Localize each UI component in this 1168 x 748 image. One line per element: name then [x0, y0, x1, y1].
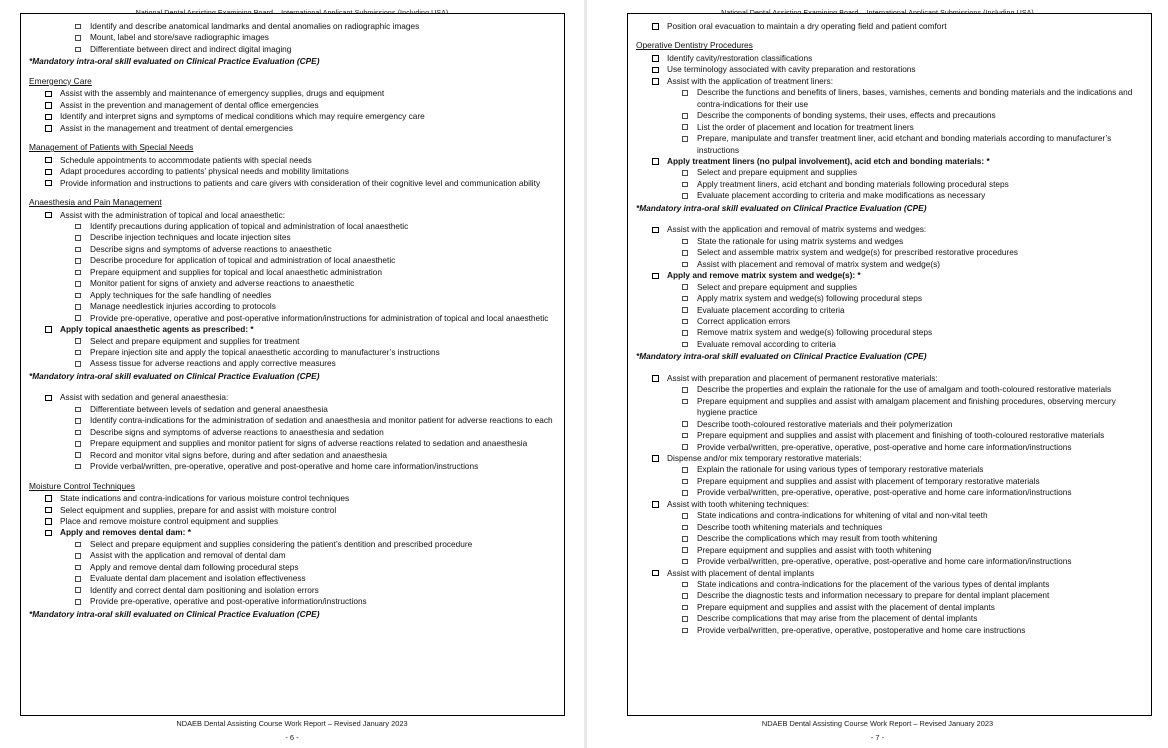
checklist-item[interactable] — [634, 613, 1145, 624]
checkbox-icon[interactable] — [682, 399, 688, 405]
checklist-item-label: Assist with the application and removal of dental dam — [90, 550, 286, 561]
checklist-item-label: Assist in the management and treatment of dental emergencies — [60, 122, 293, 133]
checkbox-icon[interactable] — [652, 570, 659, 576]
checklist-item[interactable] — [27, 392, 558, 403]
checklist-item[interactable] — [634, 384, 1145, 395]
checkbox-icon[interactable] — [75, 338, 81, 344]
checklist-item-label: Apply treatment liners, acid etchant and bonding materials following procedural steps — [697, 178, 1009, 189]
checklist-item-label: Provide verbal/written, pre-operative, operative, postoperative and home care instructions — [697, 624, 1026, 635]
checkbox-icon[interactable] — [682, 170, 688, 176]
checklist-item[interactable] — [634, 545, 1145, 556]
checklist-item-label: Provide pre-operative, operative and post-operative information/instructions — [90, 596, 367, 607]
checkbox-icon[interactable] — [682, 444, 688, 450]
checkbox-icon[interactable] — [75, 224, 81, 230]
checkbox-icon[interactable] — [75, 441, 81, 447]
checkbox-icon[interactable] — [652, 501, 659, 507]
checklist-item-label: Select and prepare equipment and supplies considering the patient’s dentition and prescribed procedure — [90, 538, 473, 549]
checkbox-icon[interactable] — [682, 319, 688, 325]
checkbox-icon[interactable] — [45, 125, 52, 131]
checklist-item[interactable] — [27, 313, 558, 324]
checkbox-icon[interactable] — [652, 158, 659, 164]
checklist-item[interactable] — [27, 267, 558, 278]
checklist-item-label: Differentiate between direct and indirect digital imaging — [90, 43, 292, 54]
checklist-item-label: Identify precautions during application of topical and administration of local anaesthetic — [90, 220, 409, 231]
checklist-item-label: Apply topical anaesthetic agents as prescribed: * — [60, 324, 254, 335]
checklist-item[interactable] — [27, 596, 558, 607]
checkbox-icon[interactable] — [682, 330, 688, 336]
checklist-item-label: Describe the properties and explain the rationale for the use of amalgam and tooth-coloured restorative materials — [697, 384, 1112, 395]
checklist-item-label: Assist with the application of treatment liners: — [667, 75, 834, 86]
spacer — [634, 363, 1145, 373]
checkbox-icon[interactable] — [682, 250, 688, 256]
checkbox-icon[interactable] — [682, 90, 688, 96]
checklist-item[interactable] — [27, 21, 558, 32]
checklist-item[interactable] — [27, 493, 558, 504]
checklist-item-label: Dispense and/or mix temporary restorative materials: — [667, 453, 862, 463]
checklist-item[interactable] — [634, 293, 1145, 304]
checklist-item[interactable] — [27, 123, 558, 134]
checklist-item-label: Select equipment and supplies, prepare for and assist with moisture control — [60, 504, 337, 515]
checklist-item[interactable] — [27, 301, 558, 312]
checklist-item[interactable] — [634, 510, 1145, 521]
checkbox-icon[interactable] — [682, 605, 688, 611]
checklist-item-label: Describe signs and symptoms of adverse reactions to anaesthesia and sedation — [90, 426, 384, 437]
checklist-item[interactable] — [634, 419, 1145, 430]
checklist-item[interactable] — [27, 550, 558, 561]
content-body-right — [628, 14, 1151, 640]
checklist-item[interactable] — [634, 590, 1145, 601]
content-frame-left — [20, 13, 565, 716]
checklist-item-label: Manage needlestick injuries according to protocols — [90, 301, 276, 312]
checklist-item[interactable] — [27, 166, 558, 177]
checklist-item[interactable] — [27, 221, 558, 232]
checkbox-icon[interactable] — [652, 67, 659, 73]
checklist-item[interactable] — [27, 44, 558, 55]
checklist-item-label: Provide verbal/written, pre-operative, operative and post-operative and home care information/instructions — [90, 461, 479, 472]
checklist-item-label: Prepare equipment and supplies for topical and local anaesthetic administration — [90, 266, 382, 277]
checkbox-icon[interactable] — [45, 169, 52, 175]
checklist-item[interactable] — [27, 255, 558, 266]
checklist-item[interactable] — [27, 32, 558, 43]
checklist-item-label: Provide verbal/written, pre-operative, operative, post-operative and home care information/instructions — [697, 441, 1072, 452]
checkbox-icon[interactable] — [682, 296, 688, 302]
checkbox-icon[interactable] — [75, 350, 81, 356]
checkbox-icon[interactable] — [682, 490, 688, 496]
checkbox-icon[interactable] — [75, 281, 81, 287]
checklist-item[interactable] — [27, 505, 558, 516]
checklist-item[interactable] — [634, 373, 1145, 384]
checklist-item[interactable] — [634, 625, 1145, 636]
checkbox-icon[interactable] — [75, 315, 81, 321]
checkbox-icon[interactable] — [75, 258, 81, 264]
page-7 — [584, 0, 1168, 748]
mandatory-note: *Mandatory intra-oral skill evaluated on Clinical Practice Evaluation (CPE) — [29, 370, 320, 381]
checklist-item[interactable] — [27, 155, 558, 166]
checklist-item-label: Assist in the prevention and management of dental office emergencies — [60, 99, 319, 110]
checkbox-icon[interactable] — [652, 273, 659, 279]
checklist-item[interactable] — [634, 442, 1145, 453]
checklist-item-label: Position oral evacuation to maintain a dry operating field and patient comfort — [667, 21, 947, 31]
mandatory-note: *Mandatory intra-oral skill evaluated on Clinical Practice Evaluation (CPE) — [29, 608, 320, 619]
checkbox-icon[interactable] — [75, 24, 81, 30]
page-number-right: - 7 - — [870, 733, 885, 742]
checkbox-icon[interactable] — [45, 507, 52, 513]
checkbox-icon[interactable] — [45, 395, 52, 401]
checklist-item-label: Describe tooth-coloured restorative materials and their polymerization — [697, 418, 953, 429]
spacer — [634, 214, 1145, 224]
checkbox-icon[interactable] — [682, 628, 688, 634]
checkbox-icon[interactable] — [75, 542, 81, 548]
checklist-item-label: Correct application errors — [697, 315, 791, 326]
checklist-item[interactable] — [634, 87, 1145, 110]
checklist-item[interactable] — [27, 427, 558, 438]
checkbox-icon[interactable] — [682, 307, 688, 313]
checklist-item-label: Evaluate dental dam placement and isolation effectiveness — [90, 573, 306, 584]
checklist-item-label: Prepare, manipulate and transfer treatment liner, acid etchant and bonding materials according to manufacturer’s instructions — [697, 133, 1112, 155]
checkbox-icon[interactable] — [682, 559, 688, 565]
section-heading: Anaesthesia and Pain Management — [29, 197, 162, 208]
checklist-item[interactable] — [634, 316, 1145, 327]
checklist-item[interactable] — [27, 210, 558, 221]
checklist-item[interactable] — [634, 190, 1145, 201]
checklist-item-label: Describe the functions and benefits of liners, bases, varnishes, cements and bonding materials and the indications and contra-indications for their use — [697, 87, 1133, 109]
checkbox-icon[interactable] — [682, 525, 688, 531]
section-heading: Operative Dentistry Procedures — [636, 40, 753, 51]
checklist-item[interactable] — [634, 568, 1145, 579]
content-frame-right — [627, 13, 1152, 716]
checklist-item-label: Assist with placement and removal of matrix system and wedge(s) — [697, 258, 941, 269]
checklist-item-label: Describe the components of bonding systems, their uses, effects and precautions — [697, 110, 996, 121]
checkbox-icon[interactable] — [682, 421, 688, 427]
checkbox-icon[interactable] — [682, 342, 688, 348]
checklist-item[interactable] — [27, 585, 558, 596]
checkbox-icon[interactable] — [45, 495, 52, 501]
checklist-item[interactable] — [634, 453, 1145, 464]
checklist-item[interactable] — [634, 396, 1145, 419]
checklist-item-label: Prepare equipment and supplies and assist with the placement of dental implants — [697, 601, 995, 612]
checklist-item-label: Prepare equipment and supplies and assist with placement of temporary restorative materials — [697, 475, 1040, 486]
checklist-item[interactable] — [27, 278, 558, 289]
checklist-item-label: Prepare equipment and supplies and monitor patient for signs of adverse reactions related to sedation and anaesthesia — [90, 438, 528, 449]
checkbox-icon[interactable] — [682, 182, 688, 188]
checklist-item-label: Identify and describe anatomical landmarks and dental anomalies on radiographic images — [90, 21, 420, 31]
checklist-item[interactable] — [634, 247, 1145, 258]
checklist-item-label: List the order of placement and location for treatment liners — [697, 121, 914, 132]
checkbox-icon[interactable] — [682, 467, 688, 473]
checkbox-icon[interactable] — [75, 304, 81, 310]
checklist-item[interactable] — [634, 122, 1145, 133]
checklist-item-label: Select and prepare equipment and supplies — [697, 281, 858, 292]
checklist-item[interactable] — [634, 110, 1145, 121]
checkbox-icon[interactable] — [682, 284, 688, 290]
checklist-item-label: Apply and removes dental dam: * — [60, 527, 191, 538]
checklist-item[interactable] — [27, 573, 558, 584]
checklist-item[interactable] — [634, 76, 1145, 87]
checklist-item[interactable] — [27, 232, 558, 243]
checklist-item[interactable] — [27, 347, 558, 358]
checklist-item[interactable] — [27, 100, 558, 111]
checklist-item-label: Place and remove moisture control equipment and supplies — [60, 515, 279, 526]
checklist-item[interactable] — [634, 533, 1145, 544]
checkbox-icon[interactable] — [75, 565, 81, 571]
checkbox-icon[interactable] — [682, 113, 688, 119]
checklist-item-label: Identify and correct dental dam positioning and isolation errors — [90, 584, 319, 595]
checklist-item[interactable] — [634, 339, 1145, 350]
checklist-item[interactable] — [27, 404, 558, 415]
checkbox-icon[interactable] — [652, 78, 659, 84]
checklist-item-label: Remove matrix system and wedge(s) following procedural steps — [697, 327, 933, 338]
checkbox-icon[interactable] — [682, 124, 688, 130]
checklist-item-label: Assist with the administration of topical and local anaesthetic: — [60, 209, 286, 220]
checklist-item-label: Apply techniques for the safe handling of needles — [90, 289, 272, 300]
checklist-item-label: Assist with tooth whitening techniques: — [667, 498, 810, 509]
checkbox-icon[interactable] — [75, 418, 81, 424]
checkbox-icon[interactable] — [682, 582, 688, 588]
checklist-item[interactable] — [27, 415, 558, 426]
checklist-item-label: Apply matrix system and wedge(s) following procedural steps — [697, 293, 923, 304]
checklist-item[interactable] — [634, 236, 1145, 247]
checklist-item[interactable] — [27, 88, 558, 99]
checklist-item-label: Assist with the assembly and maintenance of emergency supplies, drugs and equipment — [60, 88, 385, 99]
mandatory-note: *Mandatory intra-oral skill evaluated on Clinical Practice Evaluation (CPE) — [636, 351, 927, 362]
checklist-item-label: Evaluate placement according to criteria — [697, 304, 845, 315]
checklist-item-label: Assist with sedation and general anaesthesia: — [60, 392, 229, 403]
checkbox-icon[interactable] — [75, 47, 81, 53]
checkbox-icon[interactable] — [682, 433, 688, 439]
checkbox-icon[interactable] — [682, 239, 688, 245]
checklist-item-label: Assist with preparation and placement of permanent restorative materials: — [667, 372, 938, 383]
checklist-item[interactable] — [27, 244, 558, 255]
checklist-item-label: Provide verbal/written, pre-operative, operative, post-operative and home care information/instructions — [697, 487, 1072, 498]
checkbox-icon[interactable] — [682, 593, 688, 599]
checklist-item[interactable] — [27, 358, 558, 369]
checklist-item-label: Describe procedure for application of topical and administration of local anaesthetic — [90, 255, 396, 266]
checklist-item[interactable] — [634, 556, 1145, 567]
checkbox-icon[interactable] — [75, 235, 81, 241]
checklist-item-label: Use terminology associated with cavity preparation and restorations — [667, 64, 916, 75]
checkbox-icon[interactable] — [652, 23, 659, 29]
checklist-item[interactable] — [634, 522, 1145, 533]
checklist-item-label: Describe tooth whitening materials and techniques — [697, 521, 883, 532]
checklist-item-label: Schedule appointments to accommodate patients with special needs — [60, 154, 312, 165]
checkbox-icon[interactable] — [682, 136, 688, 142]
checklist-item-label: Select and prepare equipment and supplies — [697, 167, 858, 178]
checklist-item-label: Identify and interpret signs and symptoms of medical conditions which may require emergency care — [60, 111, 425, 122]
checklist-item[interactable] — [634, 156, 1145, 167]
checklist-item[interactable] — [27, 461, 558, 472]
checklist-item-label: Provide verbal/written, pre-operative, operative, post-operative and home care information/instructions — [697, 556, 1072, 567]
checklist-item[interactable] — [27, 178, 558, 189]
section-heading: Moisture Control Techniques — [29, 480, 135, 491]
checkbox-icon[interactable] — [75, 270, 81, 276]
checklist-item[interactable] — [27, 438, 558, 449]
checkbox-icon[interactable] — [682, 387, 688, 393]
checklist-item-label: Provide information and instructions to patients and care givers with consideration of their cognitive level and communication ability — [60, 177, 541, 188]
checkbox-icon[interactable] — [75, 599, 81, 605]
checkbox-icon[interactable] — [75, 247, 81, 253]
checkbox-icon[interactable] — [75, 464, 81, 470]
checkbox-icon[interactable] — [75, 361, 81, 367]
checklist-item-label: Identify contra-indications for the administration of sedation and anaesthesia and monitor patient for adverse reactions to each — [90, 415, 553, 426]
checklist-item[interactable] — [27, 336, 558, 347]
checkbox-icon[interactable] — [682, 536, 688, 542]
checklist-item-label: Identify cavity/restoration classifications — [667, 52, 813, 63]
checklist-item-label: Prepare equipment and supplies and assist with tooth whitening — [697, 544, 932, 555]
checkbox-icon[interactable] — [45, 180, 52, 186]
mandatory-note: *Mandatory intra-oral skill evaluated on Clinical Practice Evaluation (CPE) — [636, 202, 927, 213]
checklist-item-label: Assist with placement of dental implants — [667, 567, 815, 578]
checkbox-icon[interactable] — [75, 452, 81, 458]
checklist-item-label: Differentiate between levels of sedation and general anaesthesia — [90, 403, 328, 414]
checklist-item-label: Prepare equipment and supplies and assist with amalgam placement and finishing procedures, observing mercury hygiene practice — [697, 395, 1116, 418]
checklist-item-label: Apply treatment liners (no pulpal involvement), acid etch and bonding materials: * — [667, 156, 990, 167]
checklist-item-label: State indications and contra-indications for various moisture control techniques — [60, 493, 350, 504]
checklist-item-label: Describe complications that may arise from the placement of dental implants — [697, 613, 978, 624]
checklist-item-label: Assist with the application and removal of matrix systems and wedges: — [667, 224, 927, 235]
checklist-item[interactable] — [634, 579, 1145, 590]
checkbox-icon[interactable] — [75, 587, 81, 593]
footer-note-left: NDAEB Dental Assisting Course Work Report – Revised January 2023 — [176, 719, 408, 728]
checklist-item-label: Select and prepare equipment and supplies for treatment — [90, 335, 300, 346]
checklist-item[interactable] — [27, 539, 558, 550]
checklist-item[interactable] — [634, 259, 1145, 270]
footer-note-right: NDAEB Dental Assisting Course Work Report – Revised January 2023 — [761, 719, 994, 728]
checklist-item[interactable] — [634, 53, 1145, 64]
checkbox-icon[interactable] — [45, 114, 52, 120]
checkbox-icon[interactable] — [682, 262, 688, 268]
checklist-item[interactable] — [634, 602, 1145, 613]
checklist-item-label: Mount, label and store/save radiographic images — [90, 32, 269, 43]
checklist-item[interactable] — [27, 562, 558, 573]
checkbox-icon[interactable] — [682, 547, 688, 553]
checklist-item[interactable] — [27, 290, 558, 301]
checklist-item[interactable] — [634, 21, 1145, 32]
checklist-item[interactable] — [634, 224, 1145, 235]
checklist-item[interactable] — [634, 499, 1145, 510]
checklist-item[interactable] — [634, 167, 1145, 178]
checklist-item-label: Select and assemble matrix system and wedge(s) for prescribed restorative procedures — [697, 247, 1018, 258]
checkbox-icon[interactable] — [75, 576, 81, 582]
checkbox-icon[interactable] — [652, 227, 659, 233]
checklist-item-label: Prepare equipment and supplies and assist with placement and finishing of tooth-coloured restorative materials — [697, 430, 1105, 441]
checklist-item[interactable] — [27, 324, 558, 335]
spacer — [27, 382, 558, 392]
checkbox-icon[interactable] — [652, 375, 659, 381]
checkbox-icon[interactable] — [682, 479, 688, 485]
checkbox-icon[interactable] — [682, 193, 688, 199]
checkbox-icon[interactable] — [75, 407, 81, 413]
checklist-item-label: Explain the rationale for using various types of temporary restorative materials — [697, 464, 984, 475]
checklist-item[interactable] — [634, 464, 1145, 475]
checklist-item[interactable] — [27, 111, 558, 122]
checkbox-icon[interactable] — [652, 55, 659, 61]
checkbox-icon[interactable] — [45, 326, 52, 332]
checklist-item-label: Describe signs and symptoms of adverse reactions to anaesthetic — [90, 243, 332, 254]
section-heading: Emergency Care — [29, 75, 92, 86]
checklist-item[interactable] — [634, 487, 1145, 498]
checkbox-icon[interactable] — [45, 518, 52, 524]
checklist-item[interactable] — [27, 527, 558, 538]
checklist-item[interactable] — [634, 305, 1145, 316]
section-heading: Management of Patients with Special Needs — [29, 142, 194, 153]
checklist-item-label: Adapt procedures according to patients’ physical needs and mobility limitations — [60, 166, 349, 177]
checklist-item-label: Evaluate placement according to criteria and make modifications as necessary — [697, 190, 986, 201]
content-body-left — [21, 14, 564, 624]
checklist-item-label: State the rationale for using matrix systems and wedges — [697, 235, 904, 246]
checklist-item-label: Apply and remove dental dam following procedural steps — [90, 561, 299, 572]
checklist-item[interactable] — [634, 270, 1145, 281]
checklist-item-label: Assess tissue for adverse reactions and apply corrective measures — [90, 358, 336, 369]
checklist-item[interactable] — [634, 327, 1145, 338]
checklist-item-label: Evaluate removal according to criteria — [697, 338, 836, 349]
checkbox-icon[interactable] — [75, 430, 81, 436]
checkbox-icon[interactable] — [75, 35, 81, 41]
checklist-item-label: Describe the complications which may result from tooth whitening — [697, 533, 938, 544]
checkbox-icon[interactable] — [652, 455, 659, 461]
checklist-item[interactable] — [27, 516, 558, 527]
checkbox-icon[interactable] — [45, 157, 52, 163]
checkbox-icon[interactable] — [45, 212, 52, 218]
checklist-item[interactable] — [634, 282, 1145, 293]
checkbox-icon[interactable] — [45, 91, 52, 97]
checklist-item[interactable] — [634, 179, 1145, 190]
checkbox-icon[interactable] — [45, 530, 52, 536]
checkbox-icon[interactable] — [45, 102, 52, 108]
checklist-item[interactable] — [634, 430, 1145, 441]
checklist-item-label: State indications and contra-indications for the placement of the various types of dental implants — [697, 578, 1050, 589]
checkbox-icon[interactable] — [75, 293, 81, 299]
checklist-item[interactable] — [27, 450, 558, 461]
checklist-item[interactable] — [634, 476, 1145, 487]
checklist-item-label: Describe the diagnostic tests and information necessary to prepare for dental implant placement — [697, 590, 1050, 601]
checkbox-icon[interactable] — [75, 553, 81, 559]
checklist-item-label: Record and monitor vital signs before, during and after sedation and anaesthesia — [90, 449, 388, 460]
checklist-item-label: Provide pre-operative, operative and post-operative information/instructions for administration of topical and local anaesthetic — [90, 312, 549, 323]
checklist-item-label: State indications and contra-indications for whitening of vital and non-vital teeth — [697, 510, 988, 521]
mandatory-note: *Mandatory intra-oral skill evaluated on Clinical Practice Evaluation (CPE) — [29, 56, 320, 67]
checklist-item[interactable] — [634, 133, 1145, 156]
page-number-left: - 6 - — [285, 733, 299, 742]
checklist-item-label: Apply and remove matrix system and wedge(s): * — [667, 270, 861, 281]
checkbox-icon[interactable] — [682, 616, 688, 622]
checklist-item-label: Prepare injection site and apply the topical anaesthetic according to manufacturer’s instructions — [90, 346, 440, 357]
checklist-item[interactable] — [634, 64, 1145, 75]
checklist-item-label: Monitor patient for signs of anxiety and adverse reactions to anaesthetic — [90, 278, 355, 289]
checklist-item-label: Describe injection techniques and locate injection sites — [90, 232, 291, 243]
checkbox-icon[interactable] — [682, 513, 688, 519]
